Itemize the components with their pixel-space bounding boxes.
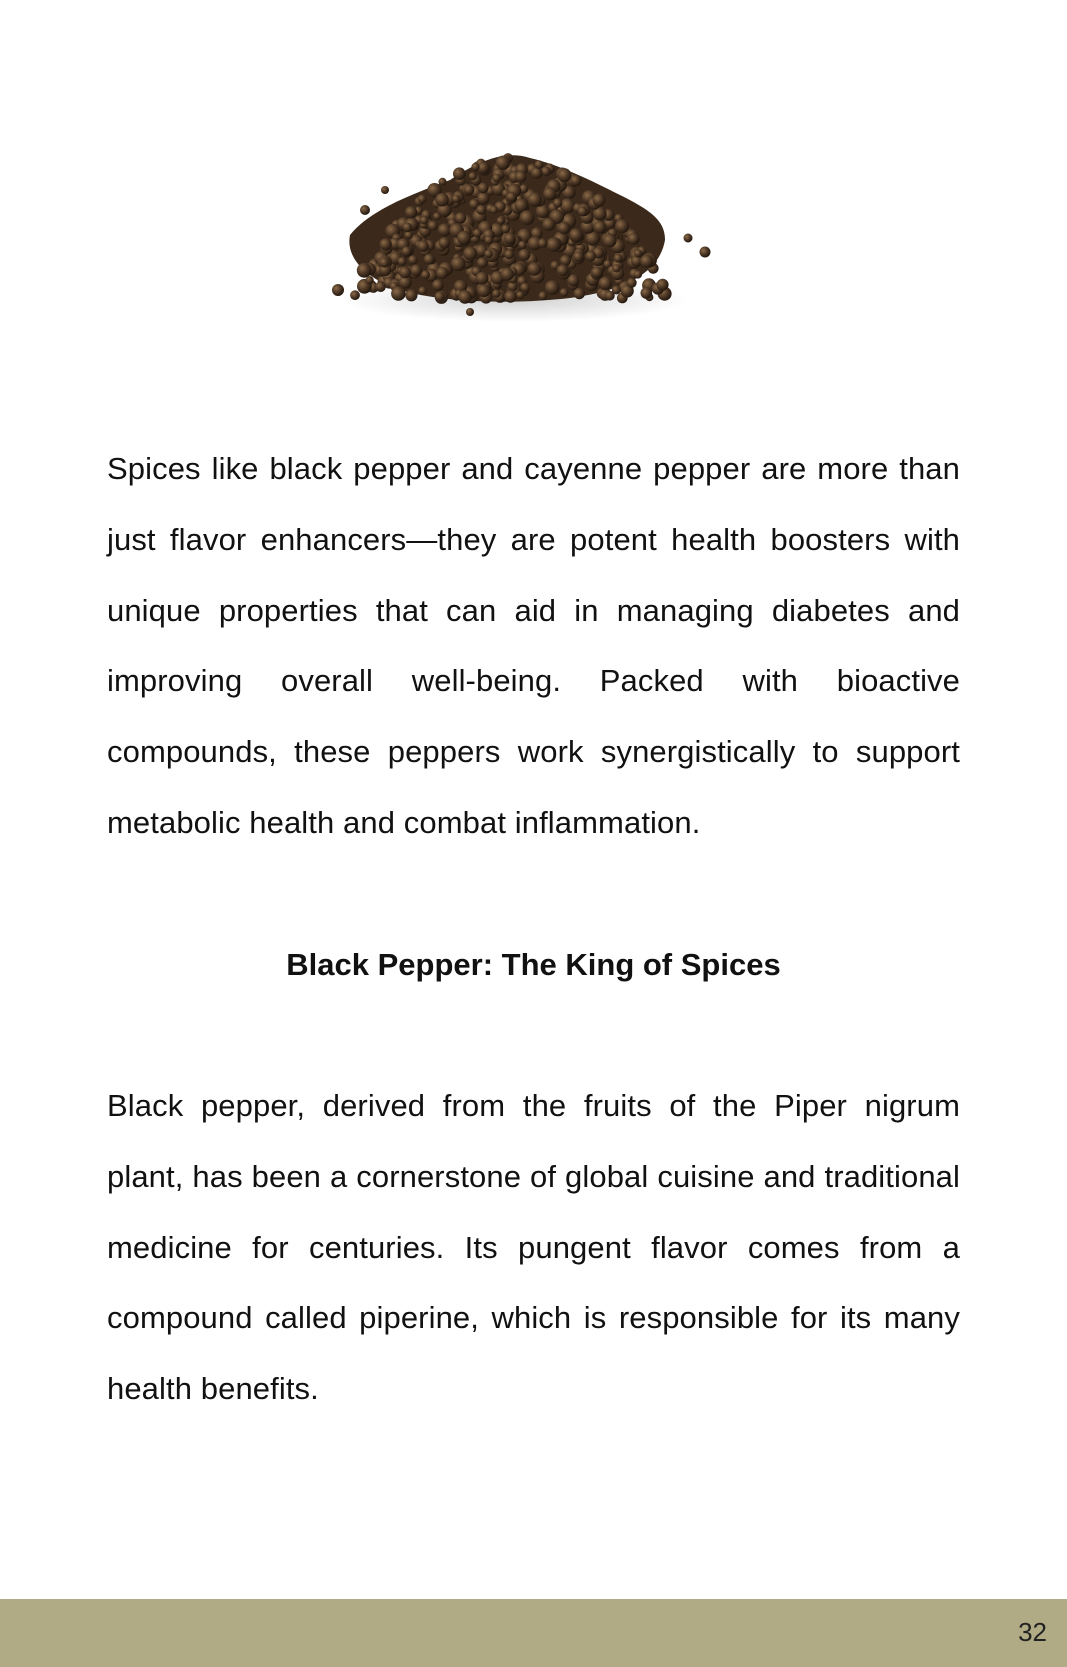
- peppercorn: [453, 167, 466, 180]
- peppercorn: [557, 264, 569, 276]
- peppercorn: [435, 292, 445, 302]
- peppercorn: [507, 192, 517, 202]
- peppercorn: [436, 267, 448, 279]
- peppercorn: [484, 250, 493, 259]
- peppercorn: [375, 281, 386, 292]
- peppercorn: [464, 185, 474, 195]
- peppercorn: [405, 289, 417, 301]
- peppercorn: [528, 192, 542, 206]
- peppercorn: [603, 234, 617, 248]
- peppercorn: [536, 204, 550, 218]
- intro-paragraph: Spices like black pepper and cayenne pepper are more than just flavor enhancers—they are potent health boosters with unique properties that can aid in managing diabetes and improving overall well-being. Packed with bioactive compounds, these peppers work synergistically to support metabolic health and combat inflammation.: [107, 451, 960, 840]
- peppercorn: [408, 255, 417, 264]
- peppercorn: [543, 187, 556, 200]
- peppercorn: [560, 198, 575, 213]
- peppercorn: [424, 254, 435, 265]
- peppercorn: [463, 247, 477, 261]
- peppercorn: [492, 174, 501, 183]
- peppercorn: [591, 267, 602, 278]
- peppercorn: [484, 236, 493, 245]
- peppercorn: [438, 223, 451, 236]
- peppercorn: [573, 251, 583, 261]
- peppercorn: [528, 262, 542, 276]
- peppercorn: [541, 166, 551, 176]
- peppercorn: [476, 205, 486, 215]
- peppercorn: [520, 283, 530, 293]
- peppercorn: [542, 218, 555, 231]
- peppercorn: [504, 290, 516, 302]
- peppercorn: [518, 241, 526, 249]
- peppercorn-pile-image: [330, 140, 750, 340]
- peppercorn: [420, 216, 429, 225]
- peppercorn: [605, 291, 615, 301]
- peppercorn: [560, 255, 571, 266]
- peppercorn: [452, 195, 460, 203]
- peppercorn: [504, 249, 514, 259]
- peppercorn: [501, 268, 514, 281]
- peppercorn: [421, 270, 430, 279]
- peppercorn: [558, 222, 570, 234]
- peppercorn: [519, 249, 531, 261]
- peppercorn: [492, 290, 500, 298]
- peppercorn: [405, 206, 417, 218]
- peppercorn: [379, 257, 389, 267]
- peppercorn: [402, 246, 412, 256]
- peppercorn: [469, 172, 477, 180]
- peppercorn: [428, 221, 438, 231]
- peppercorn: [504, 233, 515, 244]
- stray-peppercorn: [466, 308, 474, 316]
- peppercorn: [641, 287, 653, 299]
- peppercorn: [501, 224, 510, 233]
- peppercorn: [439, 237, 450, 248]
- peppercorn: [615, 219, 629, 233]
- stray-peppercorn: [381, 186, 389, 194]
- peppercorn: [640, 255, 653, 268]
- stray-peppercorn: [360, 205, 370, 215]
- peppercorn: [490, 206, 498, 214]
- peppercorn: [569, 228, 582, 241]
- peppercorn: [476, 272, 489, 285]
- section-paragraph: Black pepper, derived from the fruits of the Piper nigrum plant, has been a cornerstone of global cuisine and traditional medicine for centuries. Its pungent flavor comes from a compound called piperine, which is responsible for its many health benefits.: [107, 1088, 960, 1407]
- peppercorn: [410, 264, 422, 276]
- peppercorn: [585, 251, 596, 262]
- peppercorn: [435, 193, 449, 207]
- peppercorn: [515, 171, 527, 183]
- peppercorn: [458, 290, 472, 304]
- peppercorn: [418, 287, 426, 295]
- peppercorn: [593, 194, 606, 207]
- peppercorn: [473, 229, 482, 238]
- stray-peppercorn: [684, 234, 693, 243]
- peppercorn: [545, 280, 560, 295]
- peppercorn: [560, 288, 569, 297]
- peppercorn: [496, 156, 510, 170]
- peppercorn: [531, 167, 542, 178]
- peppercorn: [455, 212, 466, 223]
- peppercorn: [614, 254, 623, 263]
- peppercorn: [553, 198, 562, 207]
- peppercorn: [471, 163, 479, 171]
- peppercorn: [451, 257, 466, 272]
- peppercorn: [612, 264, 620, 272]
- stray-peppercorn: [700, 247, 711, 258]
- peppercorn: [457, 231, 471, 245]
- peppercorn: [399, 266, 411, 278]
- peppercorn: [417, 240, 429, 252]
- peppercorn: [439, 178, 447, 186]
- peppercorn: [520, 210, 535, 225]
- peppercorn: [403, 223, 413, 233]
- peppercorn: [380, 238, 392, 250]
- peppercorn: [538, 238, 548, 248]
- peppercorn: [546, 238, 560, 252]
- peppercorn: [366, 276, 374, 284]
- peppercorn: [539, 291, 548, 300]
- peppercorn: [418, 195, 427, 204]
- peppercorn: [535, 160, 544, 169]
- peppercorn: [433, 212, 441, 220]
- peppercorn: [627, 278, 637, 288]
- peppercorn: [357, 263, 372, 278]
- peppercorn: [570, 175, 581, 186]
- peppercorn: [558, 168, 572, 182]
- peppercorn: [593, 221, 606, 234]
- peppercorn-pile-icon: [330, 140, 750, 340]
- peppercorn: [599, 277, 613, 291]
- peppercorn: [515, 199, 529, 213]
- peppercorn: [432, 279, 444, 291]
- peppercorn: [516, 291, 524, 299]
- peppercorn: [574, 288, 585, 299]
- peppercorn: [398, 257, 407, 266]
- peppercorn: [634, 270, 642, 278]
- peppercorn: [634, 249, 642, 257]
- peppercorn: [350, 290, 360, 300]
- peppercorn: [497, 217, 505, 225]
- peppercorn: [578, 206, 588, 216]
- section-heading: Black Pepper: The King of Spices: [286, 947, 781, 982]
- stray-peppercorn: [332, 284, 344, 296]
- peppercorn: [478, 183, 489, 194]
- footer-bar: [0, 1599, 1067, 1667]
- peppercorn: [477, 284, 490, 297]
- peppercorn: [404, 231, 413, 240]
- peppercorn: [657, 279, 669, 291]
- page-number: 32: [1018, 1617, 1047, 1647]
- peppercorn: [628, 233, 640, 245]
